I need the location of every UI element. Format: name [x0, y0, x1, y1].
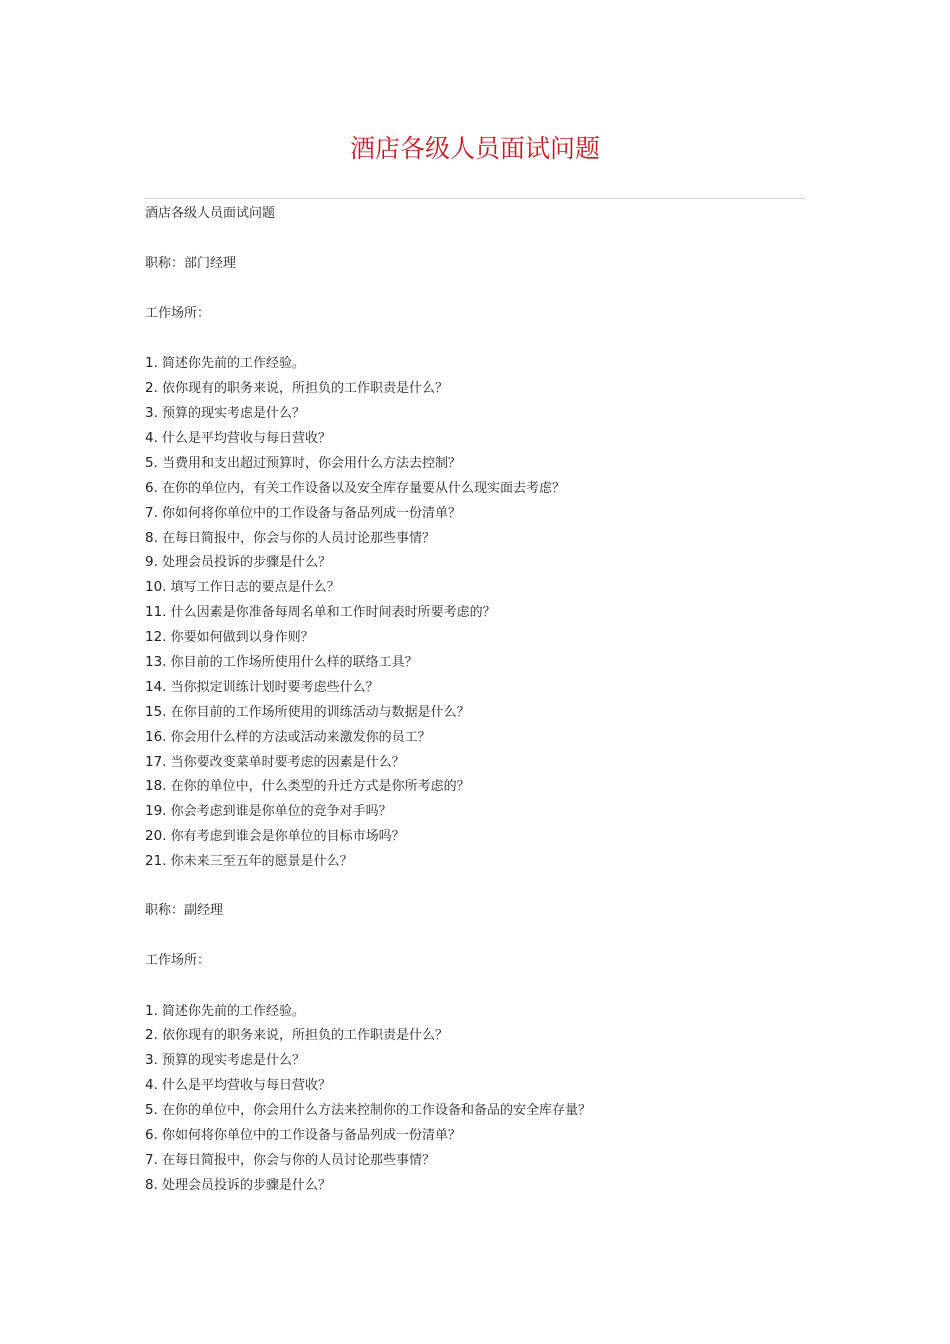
- question-item: [145, 799, 805, 824]
- question-text: 什么是平均营收与每日营收？: [162, 1078, 332, 1094]
- question-item: [145, 675, 805, 700]
- question-text: 你会用什么样的方法或活动来激发你的员工？: [170, 729, 431, 745]
- question-text: 你未来三至五年的愿景是什么？: [170, 854, 353, 870]
- question-item: [145, 401, 805, 426]
- question-number: 17.: [145, 753, 167, 770]
- question-number: 8.: [145, 529, 158, 546]
- question-text: 依你现有的职务来说，所担负的工作职责是什么？: [162, 381, 449, 397]
- question-text: 在你的单位中，什么类型的升迁方式是你所考虑的？: [170, 779, 470, 795]
- question-item: [145, 1023, 805, 1048]
- position-label: 职称：部门经理: [145, 255, 237, 271]
- question-number: 2.: [145, 380, 158, 397]
- position-label: 职称：副经理: [145, 902, 224, 918]
- question-number: 18.: [145, 778, 167, 795]
- question-text: 在你的单位内，有关工作设备以及安全库存量要从什么现实面去考虑？: [162, 480, 566, 496]
- question-number: 7.: [145, 1151, 158, 1168]
- spacer: [145, 924, 805, 949]
- question-number: 20.: [145, 828, 167, 845]
- question-text: 你会考虑到谁是你单位的竞争对手吗？: [170, 804, 392, 820]
- question-item: [145, 351, 805, 376]
- question-item: [145, 750, 805, 775]
- question-number: 1.: [145, 355, 158, 372]
- question-item: [145, 575, 805, 600]
- question-text: 填写工作日志的要点是什么？: [170, 580, 340, 596]
- page-title: 酒店各级人员面试问题: [349, 134, 600, 163]
- question-item: [145, 376, 805, 401]
- question-item: [145, 1073, 805, 1098]
- workplace-label: 工作场所：: [145, 305, 211, 321]
- question-text: 预算的现实考虑是什么？: [162, 406, 306, 422]
- question-number: 8.: [145, 1176, 158, 1193]
- question-number: 11.: [145, 604, 167, 621]
- question-number: 15.: [145, 703, 167, 720]
- spacer: [145, 227, 805, 252]
- question-number: 21.: [145, 853, 167, 870]
- question-number: 7.: [145, 504, 158, 521]
- question-number: 10.: [145, 579, 167, 596]
- question-item: [145, 526, 805, 551]
- title-divider: [144, 198, 806, 199]
- question-item: [145, 426, 805, 451]
- intro-line: 酒店各级人员面试问题: [145, 206, 276, 221]
- question-text: 你目前的工作场所使用什么样的联络工具？: [170, 655, 418, 671]
- spacer: [145, 277, 805, 302]
- question-number: 14.: [145, 678, 167, 695]
- question-item: [145, 1148, 805, 1173]
- question-text: 在你目前的工作场所使用的训练活动与数据是什么？: [170, 704, 470, 720]
- question-number: 4.: [145, 1077, 158, 1094]
- question-number: 2.: [145, 1027, 158, 1044]
- question-number: 1.: [145, 1002, 158, 1019]
- question-number: 19.: [145, 803, 167, 820]
- question-text: 当你拟定训练计划时要考虑些什么？: [170, 679, 379, 695]
- question-text: 在每日简报中，你会与你的人员讨论那些事情？: [162, 530, 436, 546]
- question-text: 什么因素是你准备每周名单和工作时间表时所要考虑的？: [170, 605, 496, 621]
- question-text: 依你现有的职务来说，所担负的工作职责是什么？: [162, 1028, 449, 1044]
- question-text: 当你要改变菜单时要考虑的因素是什么？: [170, 754, 405, 770]
- question-list: [145, 999, 805, 1198]
- question-text: 什么是平均营收与每日营收？: [162, 431, 332, 447]
- question-item: [145, 824, 805, 849]
- question-number: 12.: [145, 629, 167, 646]
- question-number: 4.: [145, 430, 158, 447]
- question-item: [145, 501, 805, 526]
- question-text: 简述你先前的工作经验。: [162, 1003, 306, 1019]
- question-number: 6.: [145, 1126, 158, 1143]
- question-text: 你要如何做到以身作则？: [170, 630, 314, 646]
- question-item: [145, 774, 805, 799]
- question-item: [145, 550, 805, 575]
- question-text: 在你的单位中，你会用什么方法来控制你的工作设备和备品的安全库存量？: [162, 1103, 592, 1119]
- question-number: 9.: [145, 554, 158, 571]
- question-item: [145, 600, 805, 625]
- question-item: [145, 451, 805, 476]
- question-text: 你如何将你单位中的工作设备与备品列成一份清单？: [162, 1127, 462, 1143]
- spacer: [145, 326, 805, 351]
- question-number: 3.: [145, 405, 158, 422]
- document-body: [145, 202, 805, 1198]
- question-text: 你如何将你单位中的工作设备与备品列成一份清单？: [162, 505, 462, 521]
- spacer: [145, 974, 805, 999]
- question-number: 3.: [145, 1052, 158, 1069]
- question-text: 预算的现实考虑是什么？: [162, 1053, 306, 1069]
- question-item: [145, 1173, 805, 1198]
- question-number: 5.: [145, 1102, 158, 1119]
- question-text: 当费用和支出超过预算时，你会用什么方法去控制？: [162, 455, 462, 471]
- question-item: [145, 725, 805, 750]
- question-item: [145, 1048, 805, 1073]
- question-text: 简述你先前的工作经验。: [162, 356, 306, 372]
- question-list: [145, 351, 805, 874]
- question-item: [145, 650, 805, 675]
- question-number: 6.: [145, 479, 158, 496]
- question-text: 处理会员投诉的步骤是什么？: [162, 1177, 332, 1193]
- question-item: [145, 999, 805, 1024]
- question-item: [145, 1123, 805, 1148]
- question-item: [145, 1098, 805, 1123]
- question-item: [145, 849, 805, 874]
- question-text: 在每日简报中，你会与你的人员讨论那些事情？: [162, 1152, 436, 1168]
- question-text: 处理会员投诉的步骤是什么？: [162, 555, 332, 571]
- question-text: 你有考虑到谁会是你单位的目标市场吗？: [170, 829, 405, 845]
- spacer: [145, 874, 805, 899]
- question-item: [145, 625, 805, 650]
- question-number: 5.: [145, 454, 158, 471]
- question-number: 16.: [145, 728, 167, 745]
- question-item: [145, 700, 805, 725]
- question-number: 13.: [145, 654, 167, 671]
- workplace-label: 工作场所：: [145, 952, 211, 968]
- question-item: [145, 476, 805, 501]
